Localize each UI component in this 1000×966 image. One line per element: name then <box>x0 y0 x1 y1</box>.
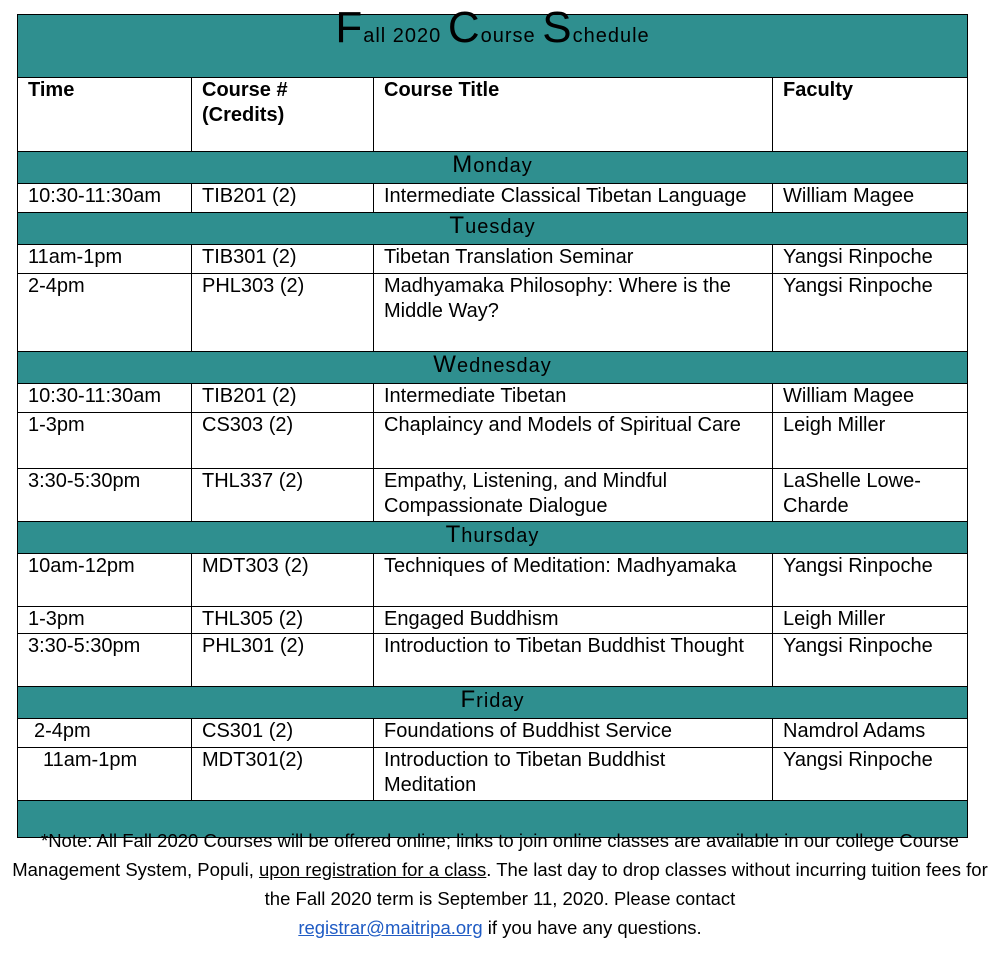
schedule-note: *Note: All Fall 2020 Courses will be offered online; links to join online classes are available in our college Course Management System, Populi, upon registration for a class. The last day to drop classes without incurring tuition fees for the Fall 2020 term is September 11, 2020. Please contact registrar@maitripa.org if you have any questions. <box>12 830 988 938</box>
row-time: 3:30-5:30pm <box>18 634 192 687</box>
row-faculty: Yangsi Rinpoche <box>773 554 968 607</box>
header-course-title: Course Title <box>374 78 773 152</box>
table-row <box>18 607 968 634</box>
row-course: MDT303 (2) <box>192 554 374 607</box>
schedule-sheet <box>17 3 967 838</box>
registrar-email-link[interactable]: registrar@maitripa.org <box>298 917 483 938</box>
row-faculty: William Magee <box>773 384 968 413</box>
table-row <box>18 719 968 748</box>
row-faculty: LaShelle Lowe-Charde <box>773 469 968 522</box>
row-course: TIB201 (2) <box>192 384 374 413</box>
day-monday: Monday <box>18 152 968 184</box>
row-time: 3:30-5:30pm <box>18 469 192 522</box>
table-row <box>18 245 968 274</box>
row-title: Techniques of Meditation: Madhyamaka <box>374 554 773 607</box>
row-faculty: Yangsi Rinpoche <box>773 748 968 801</box>
row-faculty: Yangsi Rinpoche <box>773 274 968 352</box>
header-course: Course # (Credits) <box>192 78 374 152</box>
day-thursday: Thursday <box>18 522 968 554</box>
row-course: CS301 (2) <box>192 719 374 748</box>
day-wednesday: Wednesday <box>18 352 968 384</box>
row-faculty: William Magee <box>773 184 968 213</box>
schedule-table <box>17 3 968 838</box>
schedule-title: Fall 2020 Course Schedule <box>18 15 968 78</box>
row-faculty: Namdrol Adams <box>773 719 968 748</box>
row-faculty: Leigh Miller <box>773 607 968 634</box>
row-time: 10am-12pm <box>18 554 192 607</box>
row-title: Engaged Buddhism <box>374 607 773 634</box>
row-title: Chaplaincy and Models of Spiritual Care <box>374 413 773 469</box>
row-faculty: Yangsi Rinpoche <box>773 245 968 274</box>
row-title: Introduction to Tibetan Buddhist Meditation <box>374 748 773 801</box>
row-title: Empathy, Listening, and Mindful Compassionate Dialogue <box>374 469 773 522</box>
row-time: 2-4pm <box>18 719 192 748</box>
row-course: TIB201 (2) <box>192 184 374 213</box>
header-time: Time <box>18 78 192 152</box>
row-course: CS303 (2) <box>192 413 374 469</box>
row-title: Introduction to Tibetan Buddhist Thought <box>374 634 773 687</box>
row-time: 1-3pm <box>18 607 192 634</box>
row-faculty: Leigh Miller <box>773 413 968 469</box>
table-row <box>18 554 968 607</box>
row-time: 11am-1pm <box>18 748 192 801</box>
table-row <box>18 384 968 413</box>
row-title: Madhyamaka Philosophy: Where is the Middle Way? <box>374 274 773 352</box>
row-title: Tibetan Translation Seminar <box>374 245 773 274</box>
table-row <box>18 184 968 213</box>
row-faculty: Yangsi Rinpoche <box>773 634 968 687</box>
table-row <box>18 413 968 469</box>
row-time: 1-3pm <box>18 413 192 469</box>
table-row <box>18 748 968 801</box>
table-row <box>18 274 968 352</box>
day-friday: Friday <box>18 687 968 719</box>
registration-underline: upon registration for a class <box>259 859 487 880</box>
row-course: TIB301 (2) <box>192 245 374 274</box>
header-row <box>18 78 968 152</box>
table-row <box>18 634 968 687</box>
row-title: Foundations of Buddhist Service <box>374 719 773 748</box>
day-tuesday: Tuesday <box>18 213 968 245</box>
row-course: PHL303 (2) <box>192 274 374 352</box>
row-time: 2-4pm <box>18 274 192 352</box>
table-row <box>18 469 968 522</box>
row-course: PHL301 (2) <box>192 634 374 687</box>
row-course: THL337 (2) <box>192 469 374 522</box>
row-time: 10:30-11:30am <box>18 384 192 413</box>
row-course: MDT301(2) <box>192 748 374 801</box>
row-course: THL305 (2) <box>192 607 374 634</box>
row-title: Intermediate Classical Tibetan Language <box>374 184 773 213</box>
row-time: 10:30-11:30am <box>18 184 192 213</box>
row-time: 11am-1pm <box>18 245 192 274</box>
row-title: Intermediate Tibetan <box>374 384 773 413</box>
header-faculty: Faculty <box>773 78 968 152</box>
